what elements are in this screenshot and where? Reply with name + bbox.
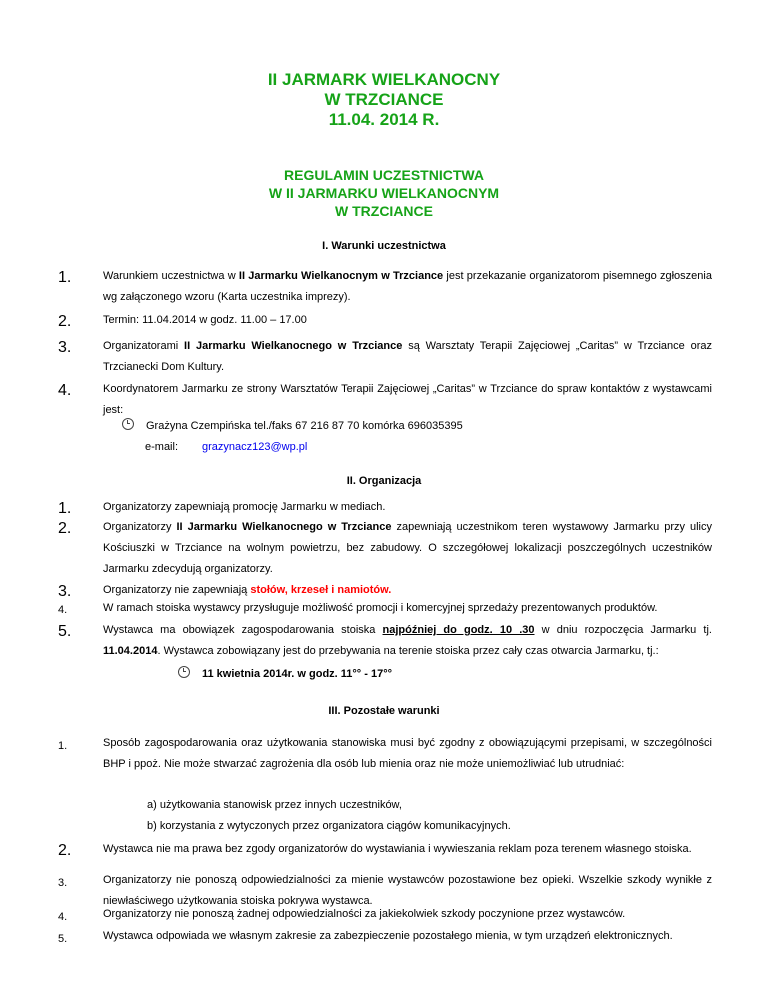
item-number: 3. [58, 339, 72, 356]
contact-line [122, 416, 463, 437]
item-text: Organizatorzy II Jarmarku Wielkanocnego w Trzciance zapewniają uczestnikom teren wystawowy Jarmarku przy ulicy Kościuszki w Trzciance na wolnym powietrzu, bez zabudowy. O szczegółowej lokalizacji poszczególnych uczestników Jarmarku zdecydują organizatorzy. [103, 521, 713, 575]
main-title-line2: W TRZCIANCE [324, 90, 444, 109]
section-heading-2: II. Organizacja [346, 475, 422, 487]
email-link[interactable]: grazynacz123@wp.pl [202, 441, 308, 453]
item-text: Warunkiem uczestnictwa w II Jarmarku Wielkanocnym w Trzciance jest przekazanie organizatorom pisemnego zgłoszenia wg załączonego wzoru (Karta uczestnika imprezy). [103, 270, 712, 303]
clock-icon [178, 666, 190, 678]
item-text: Organizatorami II Jarmarku Wielkanocnego w Trzciance są Warsztaty Terapii Zajęciowej „Caritas” w Trzciance oraz Trzcianecki Dom Kultury. [103, 340, 712, 373]
clock-icon [122, 418, 134, 430]
item-text: Koordynatorem Jarmarku ze strony Warsztatów Terapii Zajęciowej „Caritas” w Trzciance do spraw kontaktów z wystawcami jest: [103, 383, 712, 416]
sub-item-a: a) użytkowania stanowisk przez innych uczestników, [147, 799, 402, 811]
email-line [145, 437, 307, 458]
item-number: 1. [58, 269, 72, 286]
main-title-line3: 11.04. 2014 R. [328, 110, 440, 129]
time-line [178, 664, 392, 685]
regulamin-title-line2: W II JARMARKU WIELKANOCNYM [268, 185, 500, 201]
item-number: 3. [58, 583, 72, 600]
section-heading-1: I. Warunki uczestnictwa [322, 240, 446, 252]
section-heading-3: III. Pozostałe warunki [328, 705, 440, 717]
main-title [0, 70, 768, 130]
item-number: 1. [58, 740, 68, 752]
time-text: 11 kwietnia 2014r. w godz. 11°° - 17°° [202, 668, 393, 680]
item-number: 2. [58, 313, 72, 330]
item-number: 5. [58, 933, 68, 945]
email-label: e-mail: [145, 441, 179, 453]
regulamin-title-line1: REGULAMIN UCZESTNICTWA [284, 167, 484, 183]
regulamin-title-line3: W TRZCIANCE [335, 203, 433, 219]
item-text: Organizatorzy zapewniają promocję Jarmarku w mediach. [103, 501, 386, 513]
main-title-line1: II JARMARK WIELKANOCNY [267, 70, 501, 89]
contact-text: Grażyna Czempińska tel./faks 67 216 87 70 komórka 696035395 [146, 420, 463, 432]
item-text: Wystawca ma obowiązek zagospodarowania stoiska najpóźniej do godz. 10 .30 w dniu rozpoczęcia Jarmarku tj. 11.04.2014. Wystawca zobowiązany jest do przebywania na terenie stoiska przez cały czas otwarcia Jarmarku, tj.: [103, 624, 712, 657]
item-number: 5. [58, 623, 72, 640]
item-number: 2. [58, 520, 72, 537]
item-number: 4. [58, 911, 68, 923]
sub-item-b: b) korzystania z wytyczonych przez organizatora ciągów komunikacyjnych. [147, 820, 511, 832]
item-number: 3. [58, 877, 68, 889]
item-text: Wystawca nie ma prawa bez zgody organizatorów do wystawiania i wywieszania reklam poza terenem własnego stoiska. [103, 843, 692, 855]
item-text: Organizatorzy nie zapewniają stołów, krzeseł i namiotów. [103, 584, 392, 596]
item-text: Organizatorzy nie ponoszą odpowiedzialności za mienie wystawców pozostawione bez opieki. Wszelkie szkody wynikłe z niewłaściwego użytkowania stoiska pokrywa wystawca. [103, 874, 712, 907]
item-number: 2. [58, 842, 72, 859]
item-number: 4. [58, 382, 72, 399]
item-number: 1. [58, 500, 72, 517]
item-text: Organizatorzy nie ponoszą żadnej odpowiedzialności za jakiekolwiek szkody poczynione przez wystawców. [103, 908, 626, 920]
item-text: Sposób zagospodarowania oraz użytkowania stanowiska musi być zgodny z obowiązującymi przepisami, w szczególności BHP i ppoż. Nie może stwarzać zagrożenia dla osób lub mienia oraz nie może uniemożliwiać lub utrudniać: [103, 737, 712, 770]
item-number: 4. [58, 604, 68, 616]
item-text: W ramach stoiska wystawcy przysługuje możliwość promocji i komercyjnej sprzedaży prezentowanych produktów. [103, 602, 658, 614]
item-text: Termin: 11.04.2014 w godz. 11.00 – 17.00 [103, 314, 307, 326]
regulamin-title [0, 166, 768, 220]
item-text: Wystawca odpowiada we własnym zakresie za zabezpieczenie pozostałego mienia, w tym urządzeń elektronicznych. [103, 930, 673, 942]
